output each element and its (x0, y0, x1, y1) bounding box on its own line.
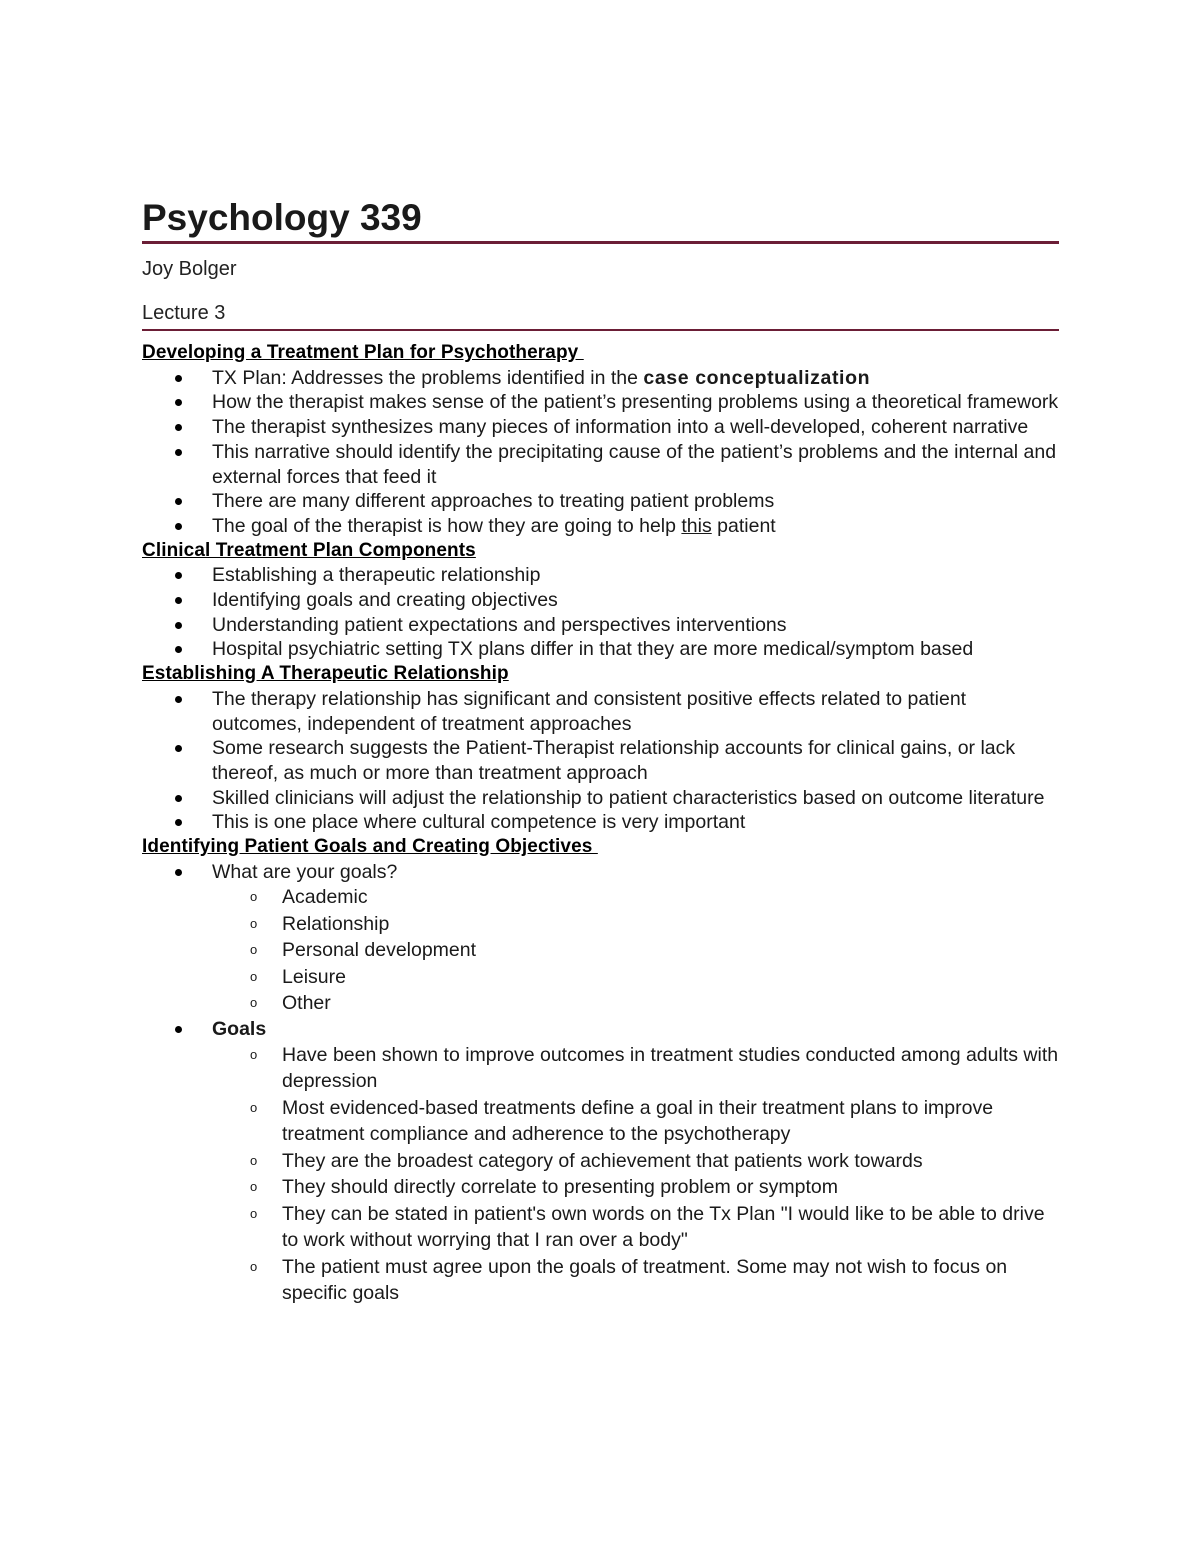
bullet-text: How the therapist makes sense of the patient’s presenting problems using a theoretical framework (212, 391, 1059, 414)
bullet-text: Establishing a therapeutic relationship (212, 564, 541, 587)
bullet-list (142, 687, 1059, 835)
sub-list-item (212, 1095, 1059, 1148)
sub-list-item (212, 1042, 1059, 1095)
section-heading: Clinical Treatment Plan Components (142, 539, 476, 561)
bullet-text: What are your goals? (212, 860, 398, 883)
bullet-icon (175, 696, 182, 703)
sub-item-text: They can be stated in patient's own words on the Tx Plan "I would like to be able to drive to work without worrying that I ran over a body" (282, 1202, 1045, 1252)
document-title: Psychology 339 (142, 197, 422, 238)
list-item (142, 613, 1059, 638)
sub-item-text: The patient must agree upon the goals of treatment. Some may not wish to focus on specific goals (282, 1255, 1008, 1305)
list-item (142, 489, 1059, 514)
bullet-icon (175, 622, 182, 629)
list-item (142, 415, 1059, 440)
sub-item-text: They should directly correlate to presenting problem or symptom (282, 1176, 838, 1199)
sub-list-item (212, 911, 1059, 938)
lecture-divider (142, 329, 1059, 331)
list-item (142, 860, 1059, 1017)
bullet-icon (175, 646, 182, 653)
circle-bullet-icon: o (250, 942, 258, 958)
sub-item-text: Academic (282, 886, 368, 909)
circle-bullet-icon: o (250, 1099, 258, 1115)
sub-list-item (212, 937, 1059, 964)
list-item (142, 786, 1059, 811)
circle-bullet-icon: o (250, 1046, 258, 1062)
sub-item-text: They are the broadest category of achievement that patients work towards (282, 1149, 923, 1172)
list-item (142, 440, 1059, 489)
bullet-icon (175, 399, 182, 406)
bullet-list (142, 563, 1059, 662)
sub-list-item (212, 1148, 1059, 1175)
bullet-list (142, 366, 1059, 539)
author-name: Joy Bolger (142, 258, 237, 280)
bullet-text: Understanding patient expectations and perspectives interventions (212, 613, 787, 636)
sub-item-text: Leisure (282, 965, 346, 988)
bullet-icon (175, 424, 182, 431)
title-divider (142, 241, 1059, 244)
section-heading: Developing a Treatment Plan for Psychotherapy (142, 342, 584, 363)
bullet-icon (175, 795, 182, 802)
bullet-text: This is one place where cultural competence is very important (212, 811, 746, 834)
list-item (142, 514, 1059, 539)
bullet-text: The therapist synthesizes many pieces of information into a well-developed, coherent narrative (212, 416, 1029, 439)
circle-bullet-icon: o (250, 1179, 258, 1195)
bullet-icon (175, 869, 182, 876)
circle-bullet-icon: o (250, 915, 258, 931)
sub-list-item (212, 990, 1059, 1017)
section-heading: Establishing A Therapeutic Relationship (142, 663, 509, 685)
lecture-heading: Lecture 3 (142, 302, 226, 324)
list-item (142, 637, 1059, 662)
sub-item-text: Other (282, 992, 331, 1015)
bullet-text: Hospital psychiatric setting TX plans differ in that they are more medical/symptom based (212, 638, 974, 661)
circle-bullet-icon: o (250, 889, 258, 905)
list-item (142, 588, 1059, 613)
sub-list-item (212, 1174, 1059, 1201)
bullet-icon (175, 819, 182, 826)
bullet-icon (175, 449, 182, 456)
bullet-bold-term: case conceptualization (643, 366, 871, 389)
circle-bullet-icon: o (250, 1205, 258, 1221)
bullet-text: There are many different approaches to treating patient problems (212, 490, 775, 513)
sub-list-item (212, 964, 1059, 991)
bullet-text: The goal of the therapist is how they are going to help (212, 514, 682, 537)
section-heading: Identifying Patient Goals and Creating Objectives (142, 836, 598, 858)
sub-list (212, 884, 1059, 1017)
sub-item-text: Relationship (282, 912, 390, 935)
sub-list (212, 1042, 1059, 1307)
bullet-underlined-word: this (681, 514, 712, 537)
circle-bullet-icon: o (250, 968, 258, 984)
sub-list-item (212, 1254, 1059, 1307)
list-item (142, 810, 1059, 835)
bullet-icon (175, 745, 182, 752)
list-item (142, 736, 1059, 785)
bullet-list (142, 860, 1059, 1307)
sub-item-text: Most evidenced-based treatments define a goal in their treatment plans to improve treatment compliance and adherence to the psychotherapy (282, 1096, 994, 1146)
bullet-text: Some research suggests the Patient-Therapist relationship accounts for clinical gains, or lack thereof, as much or more than treatment approach (212, 737, 1016, 784)
bullet-icon (175, 498, 182, 505)
sub-item-text: Have been shown to improve outcomes in treatment studies conducted among adults with depression (282, 1043, 1059, 1093)
circle-bullet-icon: o (250, 1258, 258, 1274)
bullet-icon (175, 572, 182, 579)
bullet-text: The therapy relationship has significant and consistent positive effects related to patient outcomes, independent of treatment approaches (212, 687, 967, 735)
bullet-text: This narrative should identify the precipitating cause of the patient’s problems and the internal and external forces that feed it (212, 440, 1057, 488)
bullet-icon (175, 597, 182, 604)
bullet-icon (175, 375, 182, 382)
circle-bullet-icon: o (250, 995, 258, 1011)
list-item (142, 1017, 1059, 1307)
list-item (142, 390, 1059, 415)
sub-item-text: Personal development (282, 939, 477, 962)
list-item (142, 366, 1059, 391)
bullet-icon (175, 1026, 182, 1033)
bullet-text: Identifying goals and creating objectives (212, 589, 558, 612)
circle-bullet-icon: o (250, 1152, 258, 1168)
bullet-icon (175, 523, 182, 530)
document-page (142, 196, 1059, 1307)
bullet-text: Skilled clinicians will adjust the relationship to patient characteristics based on outcome literature (212, 786, 1045, 809)
list-item (142, 563, 1059, 588)
bullet-text: TX Plan: Addresses the problems identified in the (212, 366, 644, 389)
sub-list-item (212, 1201, 1059, 1254)
list-item (142, 687, 1059, 736)
bullet-bold-heading: Goals (212, 1017, 267, 1040)
sub-list-item (212, 884, 1059, 911)
bullet-text-end: patient (711, 514, 776, 537)
